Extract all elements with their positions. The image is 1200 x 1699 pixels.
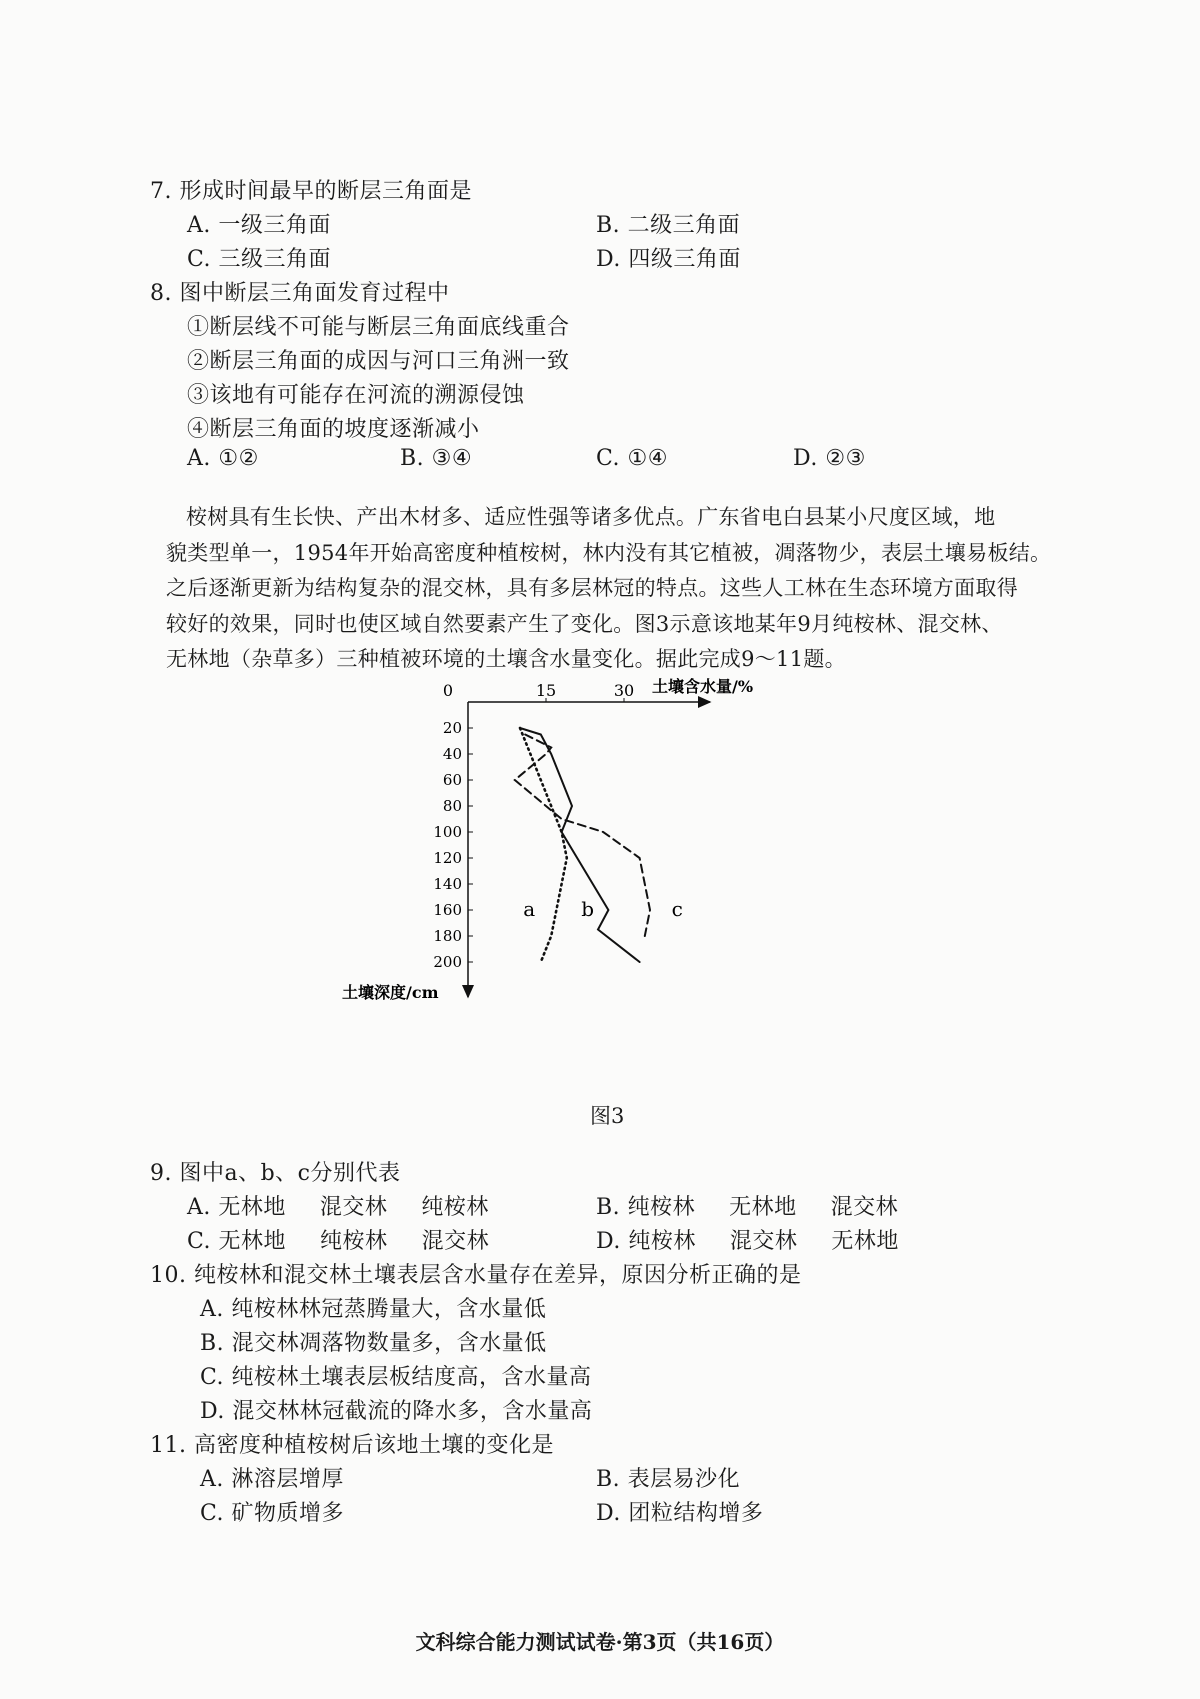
y-tick-label: 140 — [433, 875, 462, 893]
x-tick-label: 30 — [613, 681, 635, 700]
q10-stem: 10. 纯桉林和混交林土壤表层含水量存在差异，原因分析正确的是 — [150, 1263, 802, 1288]
q8-option-b: B. ③④ — [400, 446, 473, 471]
y-tick-label: 100 — [433, 823, 462, 841]
q8-stem: 8. 图中断层三角面发育过程中 — [150, 281, 450, 306]
q7-stem: 7. 形成时间最早的断层三角面是 — [150, 179, 472, 204]
x-tick-label: 15 — [535, 681, 557, 700]
passage-line-5: 无林地（杂草多）三种植被环境的土壤含水量变化。据此完成9～11题。 — [166, 647, 846, 671]
q7-option-c: C. 三级三角面 — [187, 247, 332, 272]
q8-option-c: C. ①④ — [596, 446, 668, 471]
passage-line-1: 桉树具有生长快、产出木材多、适应性强等诸多优点。广东省电白县某小尺度区域，地 — [186, 505, 996, 529]
page-footer: 文科综合能力测试试卷·第3页（共16页） — [415, 1630, 785, 1654]
q9-option-a-1: A. 无林地 — [187, 1195, 286, 1220]
q9-option-d — [596, 1224, 899, 1255]
q9-option-c-1: C. 无林地 — [187, 1229, 287, 1254]
q8-statement-2: ②断层三角面的成因与河口三角洲一致 — [187, 349, 570, 374]
q8-option-a: A. ①② — [187, 446, 259, 471]
y-tick-label: 40 — [442, 745, 462, 763]
q9-option-d-3: 无林地 — [831, 1229, 899, 1254]
y-tick-label: 120 — [433, 849, 462, 867]
q9-option-d-1: D. 纯桉林 — [596, 1229, 696, 1254]
q9-option-b-1: B. 纯桉林 — [596, 1195, 696, 1220]
passage-line-4: 较好的效果，同时也使区域自然要素产生了变化。图3示意该地某年9月纯桉林、混交林、 — [166, 611, 1003, 636]
series-a-label: a — [523, 897, 536, 921]
q11-option-d: D. 团粒结构增多 — [596, 1501, 764, 1526]
y-tick-label: 180 — [433, 927, 462, 945]
q9-option-c-2: 纯桉林 — [320, 1229, 388, 1254]
q9-option-b-2: 无林地 — [729, 1195, 797, 1220]
q8-statement-4: ④断层三角面的坡度逐渐减小 — [187, 417, 480, 442]
q9-option-a — [187, 1190, 489, 1221]
q7-option-d: D. 四级三角面 — [596, 247, 741, 272]
series-a-line — [520, 728, 567, 962]
q10-option-d: D. 混交林林冠截流的降水多，含水量高 — [200, 1399, 593, 1424]
q11-option-a: A. 淋溶层增厚 — [200, 1467, 344, 1492]
y-tick-label: 80 — [442, 797, 462, 815]
soil-moisture-chart — [330, 672, 800, 1012]
y-tick-label: 200 — [433, 953, 462, 971]
passage-line-2: 貌类型单一，1954年开始高密度种植桉树，林内没有其它植被，凋落物少，表层土壤易板结。 — [166, 540, 1052, 565]
q9-option-a-2: 混交林 — [319, 1195, 388, 1220]
q7-option-a: A. 一级三角面 — [187, 213, 331, 238]
series-c-label: c — [671, 897, 683, 921]
q9-option-b-3: 混交林 — [830, 1195, 899, 1220]
x-tick-label: 0 — [442, 681, 454, 700]
q11-stem: 11. 高密度种植桉树后该地土壤的变化是 — [150, 1433, 554, 1458]
q11-option-c: C. 矿物质增多 — [200, 1501, 345, 1526]
q11-option-b: B. 表层易沙化 — [596, 1467, 741, 1492]
passage-line-3: 之后逐渐更新为结构复杂的混交林，具有多层林冠的特点。这些人工林在生态环境方面取得 — [166, 576, 1018, 600]
y-tick-label: 20 — [442, 719, 462, 737]
q7-option-b: B. 二级三角面 — [596, 213, 741, 238]
q9-stem: 9. 图中a、b、c分别代表 — [150, 1161, 401, 1186]
q10-option-c: C. 纯桉林土壤表层板结度高，含水量高 — [200, 1365, 592, 1390]
q9-option-c-3: 混交林 — [421, 1229, 490, 1254]
q9-option-d-2: 混交林 — [729, 1229, 798, 1254]
q9-option-c — [187, 1224, 489, 1255]
y-axis-title: 土壤深度/cm — [342, 983, 439, 1002]
y-tick-label: 60 — [442, 771, 462, 789]
q9-option-b — [596, 1190, 898, 1221]
q8-statement-3: ③该地有可能存在河流的溯源侵蚀 — [187, 383, 525, 408]
series-b-label: b — [581, 897, 595, 921]
x-axis-title: 土壤含水量/% — [652, 677, 754, 696]
q10-option-a: A. 纯桉林林冠蒸腾量大，含水量低 — [200, 1297, 547, 1322]
figure-caption: 图3 — [590, 1104, 625, 1128]
series-b-line — [520, 728, 640, 962]
passage — [166, 500, 1086, 678]
q8-option-d: D. ②③ — [793, 446, 866, 471]
q9-option-a-3: 纯桉林 — [421, 1195, 489, 1220]
q8-statement-1: ①断层线不可能与断层三角面底线重合 — [187, 315, 570, 340]
q10-option-b: B. 混交林凋落物数量多，含水量低 — [200, 1331, 547, 1356]
y-tick-label: 160 — [433, 901, 462, 919]
